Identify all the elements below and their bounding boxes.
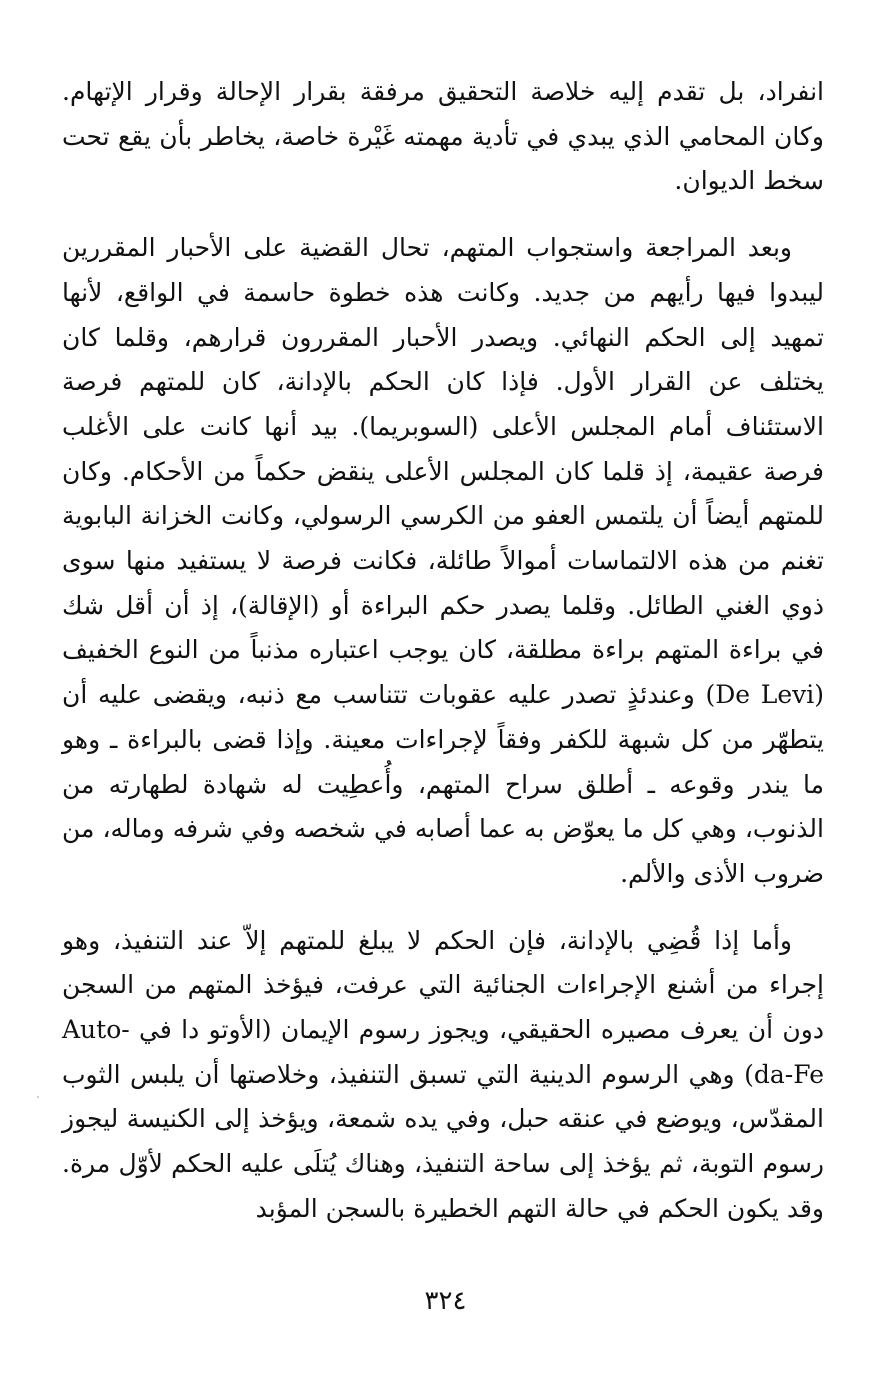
page-number: ٣٢٤ bbox=[424, 1286, 467, 1316]
paragraph-2: وبعد المراجعة واستجواب المتهم، تحال القضية على الأحبار المقررين ليبدوا فيها رأيهم من جديد. وكانت هذه خطوة حاسمة في الواقع، لأنها تمهيد إلى الحكم النهائي. ويصدر الأحبار المقررون قرارهم، وقلما كان يختلف عن القرار الأول. فإذا كان الحكم بالإدانة، كان للمتهم فرصة الاستئناف أمام المجلس الأعلى (السوبريما). بيد أنها كانت على الأغلب فرصة عقيمة، إذ قلما كان المجلس الأعلى ينقض حكماً من الأحكام. وكان للمتهم أيضاً أن يلتمس العفو من الكرسي الرسولي، وكانت الخزانة البابوية تغنم من هذه الالتماسات أموالاً طائلة، فكانت فرصة لا يستفيد منها سوى ذوي الغني الطائل. وقلما يصدر حكم البراءة أو (الإقالة)، إذ أن أقل شك في براءة المتهم براءة مطلقة، كان يوجب اعتباره مذنباً من النوع الخفيف (De Levi) وعندئذٍ تصدر عليه عقوبات تتناسب مع ذنبه، ويقضى عليه أن يتطهّر من كل شبهة للكفر وفقاً لإجراءات معينة. وإذا قضى بالبراءة ـ وهو ما يندر وقوعه ـ أطلق سراح المتهم، وأُعطِيت له شهادة لطهارته من الذنوب، وهي كل ما يعوّض به عما أصابه في شخصه وفي شرفه وماله، من ضروب الأذى والألم. bbox=[62, 233, 824, 888]
scan-speck bbox=[37, 1096, 39, 1098]
page-body bbox=[62, 70, 824, 1232]
paragraph-1: انفراد، بل تقدم إليه خلاصة التحقيق مرفقة بقرار الإحالة وقرار الإتهام. وكان المحامي الذي يبدي في تأدية مهمته غَيْرة خاصة، يخاطر بأن يقع تحت سخط الديوان. bbox=[62, 77, 824, 196]
paragraph-3: وأما إذا قُضِي بالإدانة، فإن الحكم لا يبلغ للمتهم إلاّ عند التنفيذ، وهو إجراء من أشنع الإجراءات الجنائية التي عرفت، فيؤخذ المتهم من السجن دون أن يعرف مصيره الحقيقي، ويجوز رسوم الإيمان (الأوتو دا في Auto-da-Fe) وهي الرسوم الدينية التي تسبق التنفيذ، وخلاصتها أن يلبس الثوب المقدّس، ويوضع في عنقه حبل، وفي يده شمعة، ويؤخذ إلى الكنيسة ليجوز رسوم التوبة، ثم يؤخذ إلى ساحة التنفيذ، وهناك يُتلَى عليه الحكم لأوّل مرة. وقد يكون الحكم في حالة التهم الخطيرة بالسجن المؤبد bbox=[62, 925, 824, 1223]
